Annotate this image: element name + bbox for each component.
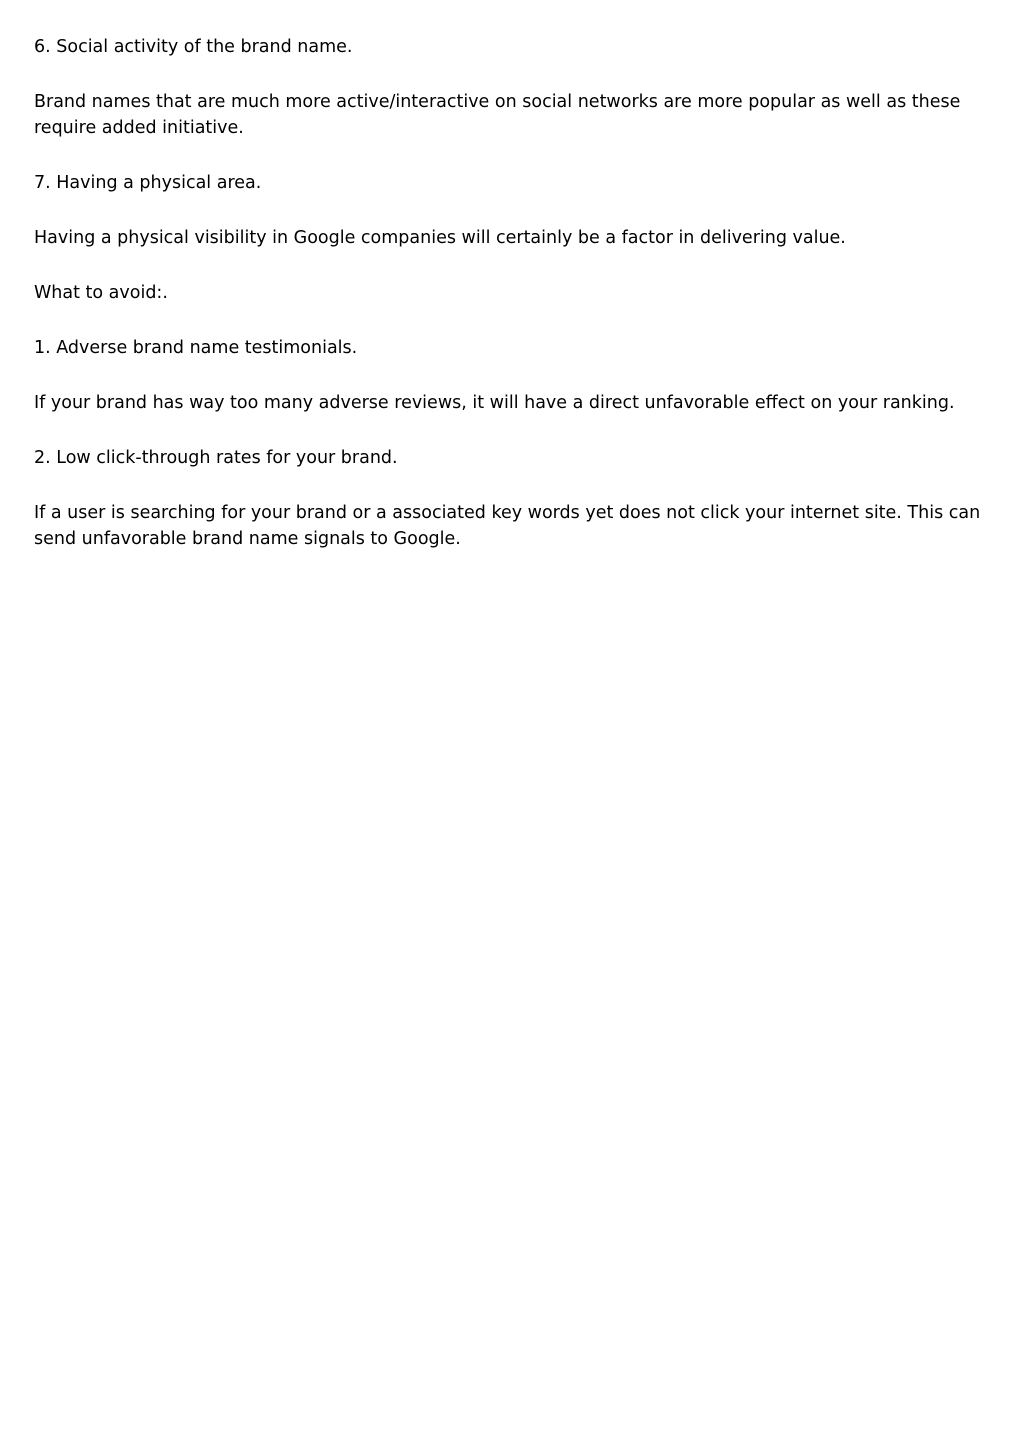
section-heading-adverse-testimonials: 1. Adverse brand name testimonials. [34,338,358,358]
section-heading-low-click-through: 2. Low click-through rates for your brand. [34,448,398,468]
section-heading-what-to-avoid: What to avoid:. [34,283,168,303]
section-heading-social-activity: 6. Social activity of the brand name. [34,37,353,57]
document-body [34,34,984,581]
paragraph-physical-area: Having a physical visibility in Google companies will certainly be a factor in delivering value. [34,228,846,248]
paragraph-low-click-through: If a user is searching for your brand or a associated key words yet does not click your internet site. This can send unfavorable brand name signals to Google. [34,503,981,549]
paragraph-adverse-testimonials: If your brand has way too many adverse reviews, it will have a direct unfavorable effect on your ranking. [34,393,955,413]
paragraph-social-activity: Brand names that are much more active/interactive on social networks are more popular as well as these require added initiative. [34,92,961,138]
section-heading-physical-area: 7. Having a physical area. [34,173,262,193]
